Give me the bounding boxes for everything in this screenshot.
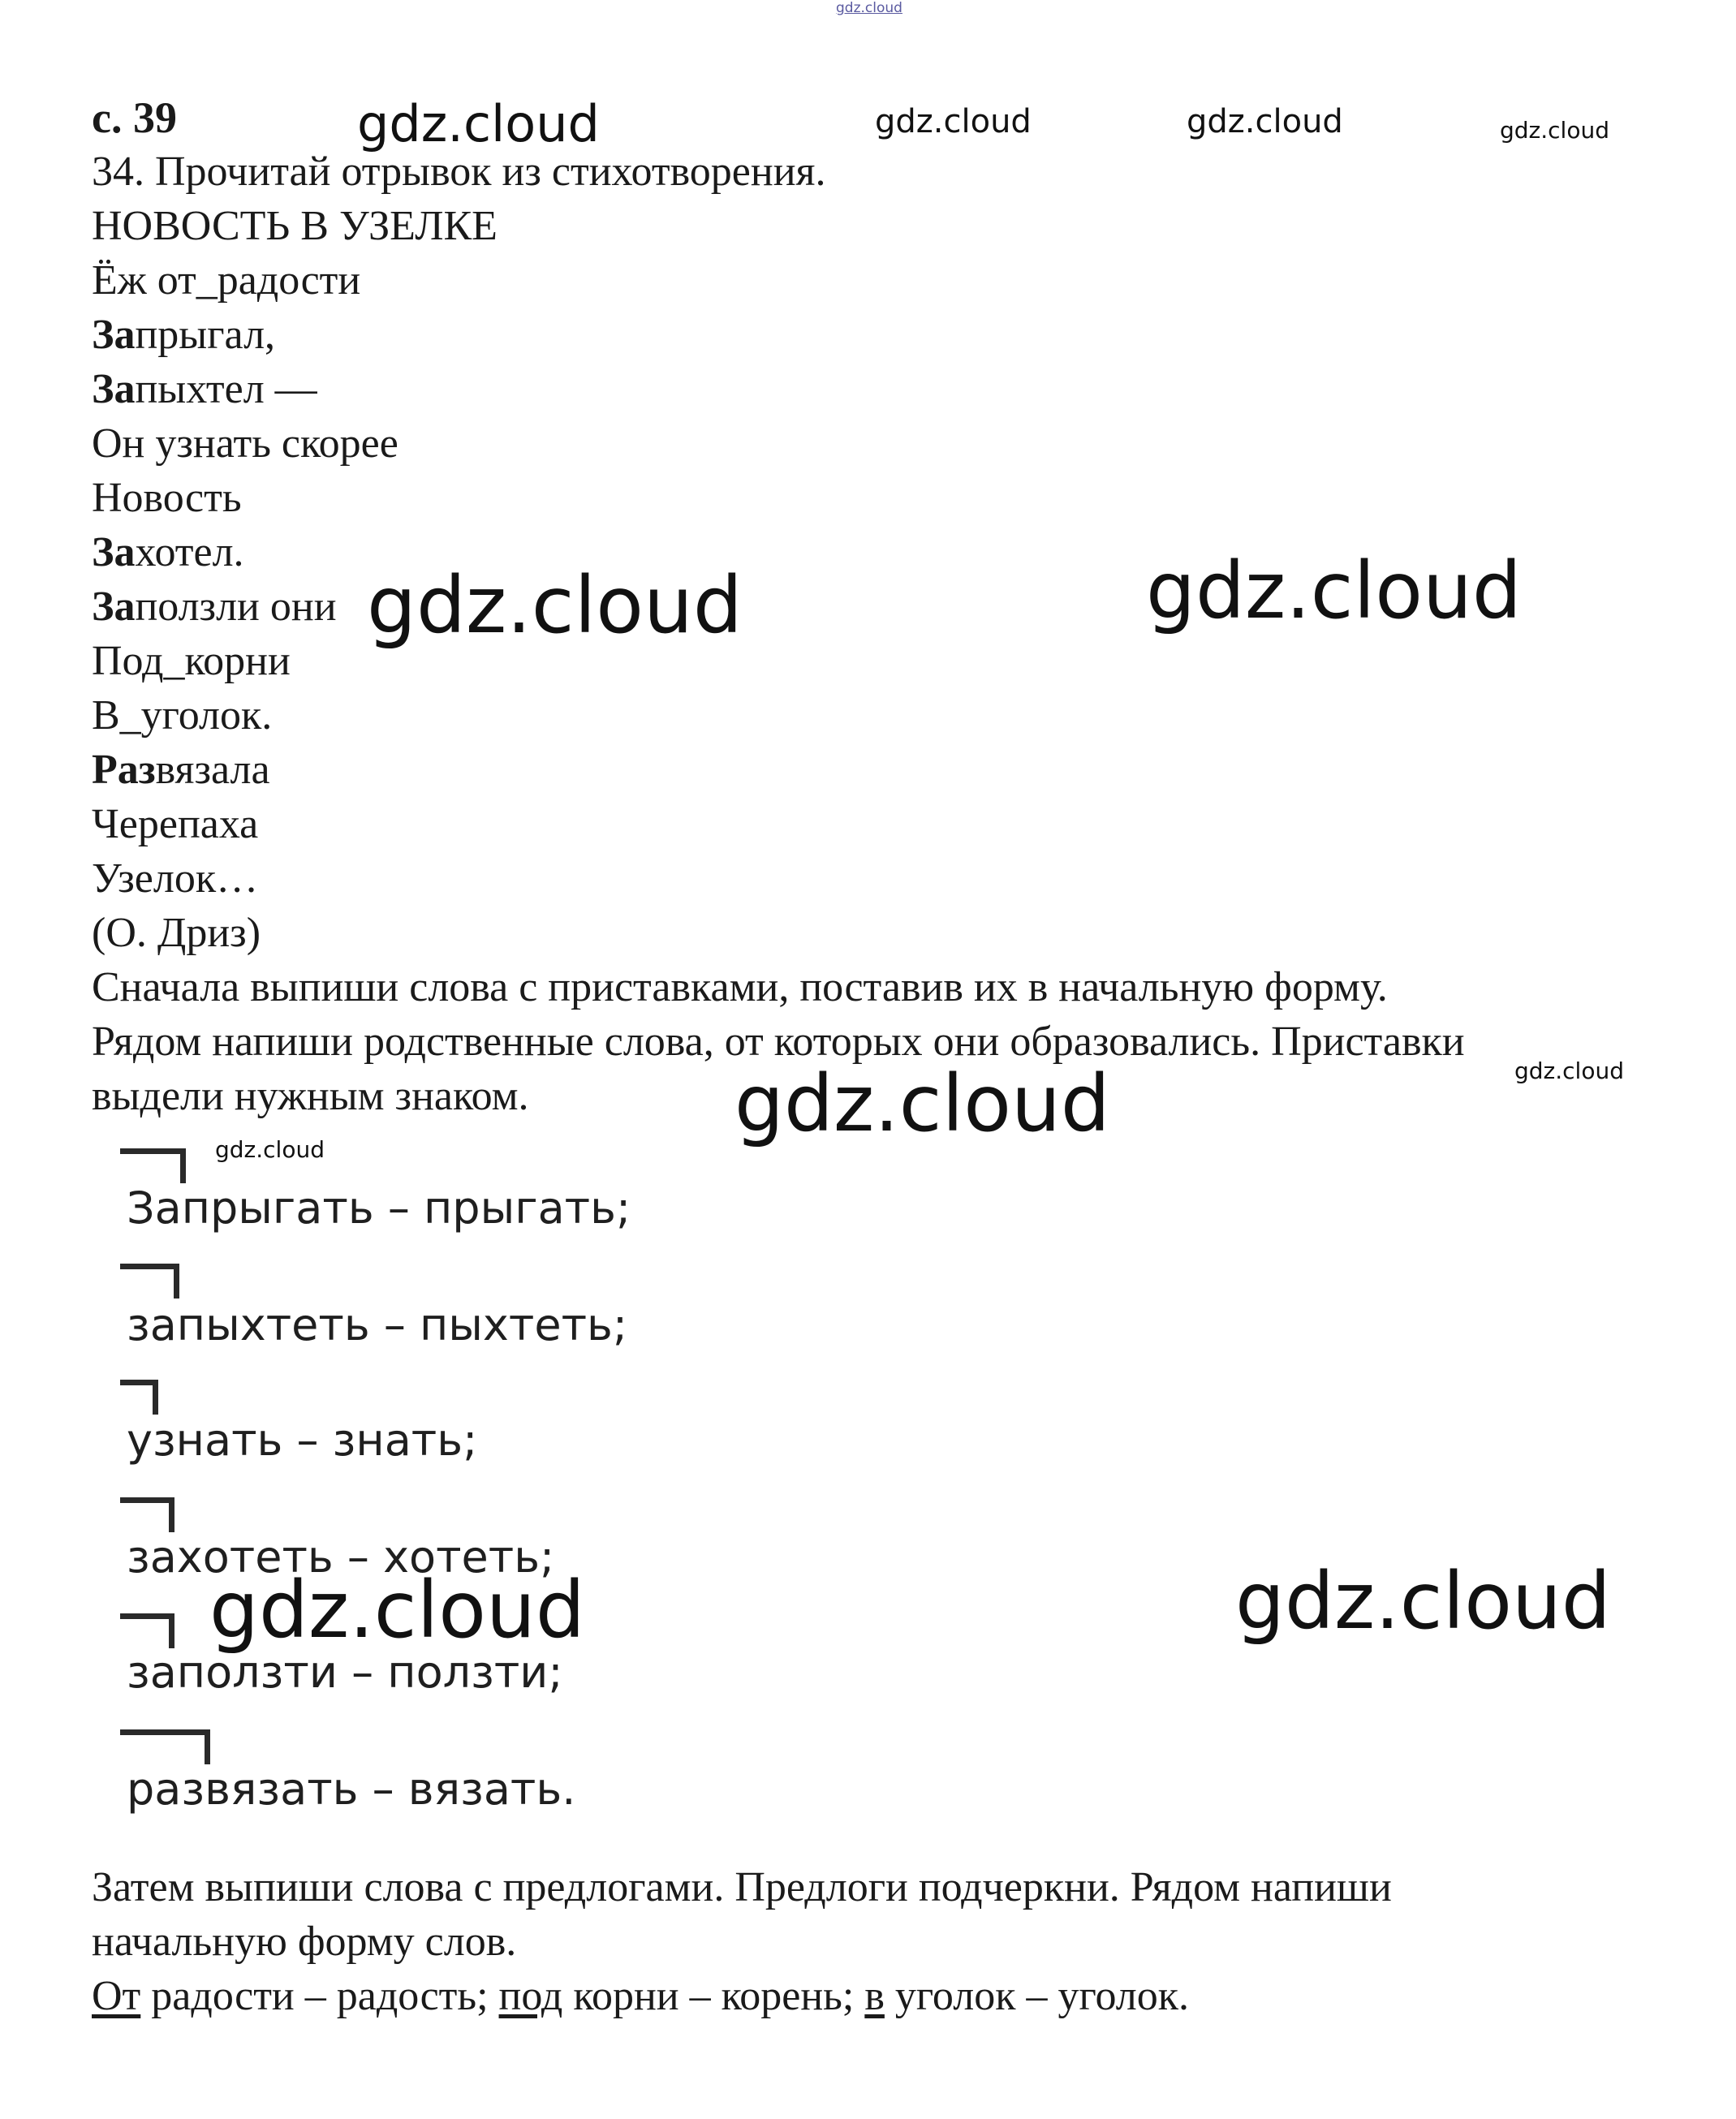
answer-image bbox=[97, 1132, 698, 1830]
poem-line-text: пыхтел — bbox=[135, 366, 317, 412]
poem-author bbox=[92, 906, 261, 960]
poem-line-bold: Раз bbox=[92, 747, 156, 793]
answer-row: захотеть – хотеть; bbox=[127, 1531, 555, 1583]
poem-line-text: Под_корни bbox=[92, 638, 291, 684]
page-label: с. 39 bbox=[92, 93, 177, 142]
answer-row: запыхтеть – пыхтеть; bbox=[127, 1299, 628, 1350]
watermark: gdz.cloud bbox=[209, 1565, 585, 1656]
poem-line-text: В_уголок. bbox=[92, 692, 273, 739]
prefix-mark bbox=[120, 1380, 158, 1415]
answer-row: развязать – вязать. bbox=[127, 1764, 576, 1815]
task-title: 34. Прочитай отрывок из стихотворения. bbox=[92, 149, 826, 195]
answer-prepositions bbox=[92, 1969, 1189, 2023]
preposition: в bbox=[864, 1973, 885, 2019]
watermark: gdz.cloud bbox=[357, 94, 600, 153]
watermark-top: gdz.cloud bbox=[836, 0, 902, 16]
prefix-mark bbox=[120, 1497, 174, 1532]
watermark: gdz.cloud bbox=[1187, 103, 1343, 140]
answer-text: корни – корень; bbox=[562, 1973, 865, 2019]
prefix-mark bbox=[120, 1729, 210, 1764]
preposition: От bbox=[92, 1973, 141, 2019]
poem-line bbox=[92, 688, 272, 743]
watermark: gdz.cloud bbox=[1500, 117, 1609, 144]
poem-line-text: Узелок… bbox=[92, 855, 259, 902]
poem-line bbox=[92, 743, 270, 797]
poem-line bbox=[92, 253, 360, 308]
poem-line bbox=[92, 471, 242, 525]
answer-row: Запрыгать – прыгать; bbox=[127, 1182, 631, 1234]
watermark: gdz.cloud bbox=[734, 1058, 1110, 1149]
poem-line bbox=[92, 416, 398, 471]
answer-row: узнать – знать; bbox=[127, 1415, 478, 1466]
poem-line bbox=[92, 797, 258, 851]
watermark: gdz.cloud bbox=[215, 1136, 325, 1163]
poem-line-text: прыгал, bbox=[135, 312, 276, 358]
prefix-mark bbox=[120, 1264, 179, 1299]
poem-line bbox=[92, 308, 275, 362]
poem-line-text: Он узнать скорее bbox=[92, 420, 398, 467]
poem-line bbox=[92, 362, 317, 416]
watermark: gdz.cloud bbox=[1235, 1556, 1611, 1647]
poem-line bbox=[92, 525, 244, 579]
instruction-line: Сначала выпиши слова с приставками, поставив их в начальную форму. bbox=[92, 964, 1388, 1010]
prefix-mark bbox=[120, 1613, 174, 1648]
poem-line-bold: За bbox=[92, 584, 136, 630]
poem-line bbox=[92, 634, 291, 688]
instruction-line: Затем выпиши слова с предлогами. Предлоги подчеркни. Рядом напиши bbox=[92, 1864, 1392, 1910]
poem-line-text: хотел. bbox=[135, 529, 244, 575]
answer-text: радости – радость; bbox=[140, 1973, 499, 2019]
poem-line bbox=[92, 851, 258, 906]
watermark: gdz.cloud bbox=[367, 560, 743, 651]
prefix-mark bbox=[120, 1148, 186, 1183]
instruction-line: выдели нужным знаком. bbox=[92, 1073, 529, 1119]
poem-line-bold: За bbox=[92, 529, 136, 575]
poem-line-text: Ёж от_радости bbox=[92, 257, 361, 304]
watermark: gdz.cloud bbox=[1514, 1057, 1624, 1084]
instruction-line: Рядом напиши родственные слова, от которых они образовались. Приставки bbox=[92, 1019, 1465, 1065]
answer-row: заползти – ползти; bbox=[127, 1647, 563, 1698]
instruction-line: начальную форму слов. bbox=[92, 1919, 517, 1965]
watermark: gdz.cloud bbox=[875, 103, 1032, 140]
poem-line-text: Черепаха bbox=[92, 801, 259, 847]
preposition: под bbox=[498, 1973, 563, 2019]
poem-line-text: вязала bbox=[155, 747, 270, 793]
watermark: gdz.cloud bbox=[1146, 545, 1522, 636]
poem-line-bold: За bbox=[92, 366, 136, 412]
poem-line-text: Новость bbox=[92, 475, 242, 521]
poem-line-text: ползли они bbox=[135, 584, 337, 630]
poem-line bbox=[92, 579, 337, 634]
poem-line-text: (О. Дриз) bbox=[92, 910, 261, 956]
poem-line-bold: За bbox=[92, 312, 136, 358]
answer-text: уголок – уголок. bbox=[884, 1973, 1190, 2019]
poem-title: НОВОСТЬ В УЗЕЛКЕ bbox=[92, 203, 498, 249]
